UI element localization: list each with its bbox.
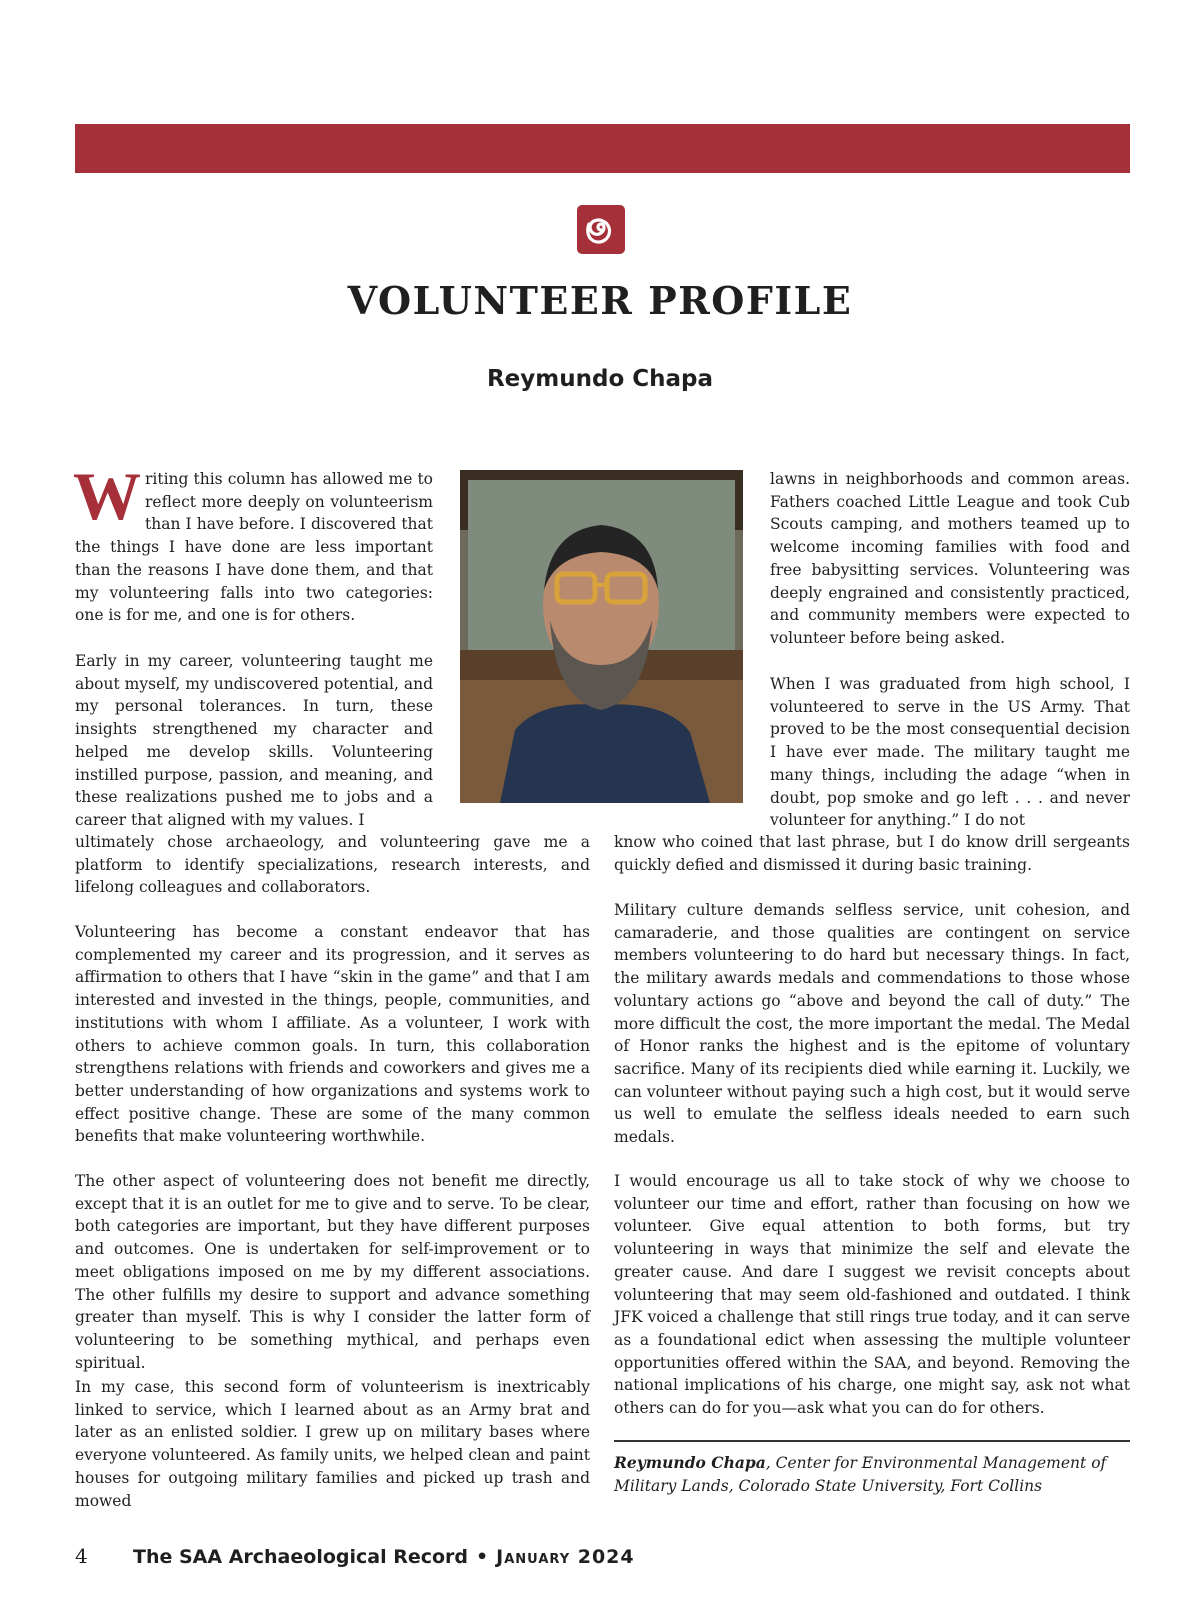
paragraph-1-text: riting this column has allowed me to reflect more deeply on volunteerism than I have before. I discovered that the things I have done are less important than the reasons I have done them, and that my volunteering falls into two categories: one is for me, and one is for others. [75,470,433,625]
header-accent-bar [75,124,1130,173]
right-paragraph-3: Military culture demands selfless service, unit cohesion, and camaraderie, and those qualities are contingent on service members volunteering to do hard but necessary things. In fact, the military awards medals and commendations to those whose voluntary actions go “above and beyond the call of duty.” The more difficult the cost, the more important the medal. The Medal of Honor ranks the highest and is the epitome of voluntary sacrifice. Many of its recipients died while earning it. Luckily, we can volunteer without paying such a high cost, but it would serve us well to emulate the selfless ideals needed to earn such medals. [614,901,1130,1147]
author-name: Reymundo Chapa [486,366,714,392]
byline-affiliation: , Center for Environmental Management of Military Lands, Colorado State University, Fort Collins [614,1454,1107,1495]
paragraph-1 [73,458,433,627]
paragraph-4: The other aspect of volunteering does not benefit me directly, except that it is an outlet for me to give and to serve. To be clear, both categories are important, but they have different purposes and outcomes. One is undertaken for self-improvement or to meet obligations imposed on me by my different associations. The other fulfills my desire to support and advance something greater than myself. This is why I consider the latter form of volunteering to be something mythical, and perhaps even spiritual. [75,1172,590,1372]
right-paragraph-2b: know who coined that last phrase, but I do know drill sergeants quickly defied and dismissed it during basic training. [614,833,1130,874]
author-byline [614,1452,1130,1497]
paragraph-2b: ultimately chose archaeology, and volunteering gave me a platform to identify specializations, research interests, and lifelong colleagues and collaborators. [75,833,590,897]
portrait-photo [460,470,743,803]
byline-name: Reymundo Chapa [614,1453,766,1472]
paragraph-2a: Early in my career, volunteering taught me about myself, my undiscovered potential, and my personal tolerances. In turn, these insights strengthened my character and helped me develop skills. Volunteering instilled purpose, passion, and meaning, and these realizations pushed me to jobs and a career that aligned with my values. I [75,652,433,829]
right-paragraph-4: I would encourage us all to take stock of why we choose to volunteer our time and effort, rather than focusing on how we volunteer. Give equal attention to both forms, but try volunteering in ways that minimize the self and elevate the greater cause. And dare I suggest we revisit concepts about volunteering that may seem old-fashioned and outdated. I think JFK voiced a challenge that still rings true today, and it can serve as a foundational edict when assessing the multiple volunteer opportunities offered within the SAA, and beyond. Removing the national implications of his charge, one might say, ask not what others can do for you—ask what you can do for others. [614,1172,1130,1418]
footer-separator: • [476,1546,489,1568]
paragraph-3: Volunteering has become a constant endeavor that has complemented my career and its progression, and it serves as affirmation to others that I have “skin in the game” and that I am interested and invested in the things, people, communities, and institutions with whom I affiliate. As a volunteer, I work with others to achieve common goals. In turn, this collaboration strengthens relations with friends and coworkers and gives me a better understanding of how organizations and systems work to effect positive change. These are some of the many common benefits that make volunteering worthwhile. [75,923,590,1146]
drop-cap: W [73,458,141,534]
paragraph-5: In my case, this second form of volunteerism is inextricably linked to service, which I learned about as an Army brat and later as an enlisted soldier. I grew up on military bases where everyone volunteered. As family units, we helped clean and paint houses for outgoing military families and picked up trash and mowed [75,1378,590,1510]
right-paragraph-2a: When I was graduated from high school, I volunteered to serve in the US Army. That proved to be the most consequential decision I have ever made. The military taught me many things, including the adage “when in doubt, pop smoke and go left . . . and never volunteer for anything.” I do not [770,675,1130,830]
page-number: 4 [75,1544,88,1568]
spiral-logo-icon [575,203,627,256]
page-title: VOLUNTEER PROFILE [347,278,853,323]
right-paragraph-1: lawns in neighborhoods and common areas. Fathers coached Little League and took Cub Scouts camping, and mothers teamed up to welcome incoming families with food and free babysitting services. Volunteering was deeply engrained and consistently practiced, and community members were expected to volunteer before being asked. [770,470,1130,647]
journal-name: The SAA Archaeological Record [133,1546,469,1568]
byline-divider [614,1440,1130,1442]
issue-date: January 2024 [496,1546,635,1568]
page-footer [75,1544,635,1568]
